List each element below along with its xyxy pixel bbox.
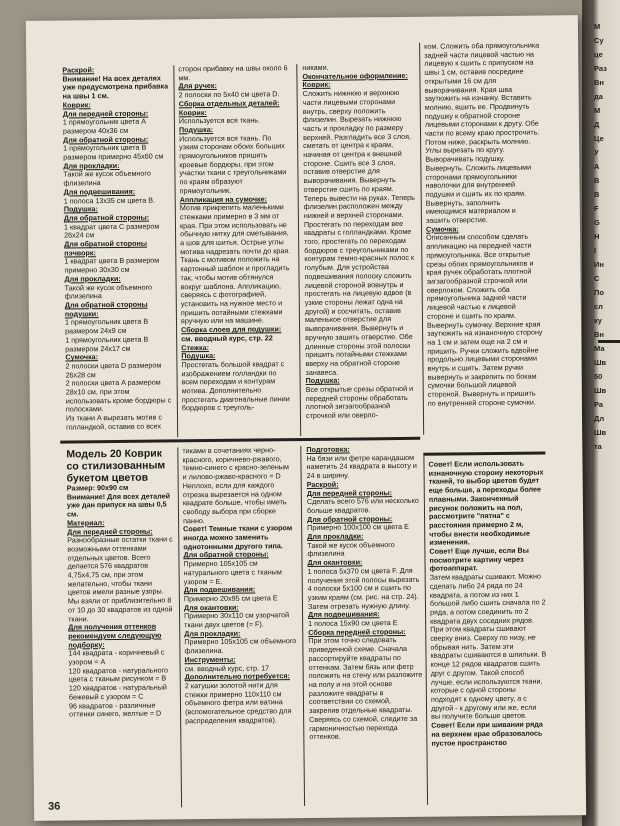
- section-heading: Подушка:: [181, 351, 216, 361]
- column-rule: [177, 447, 182, 807]
- section-heading: Коврик:: [302, 80, 331, 90]
- paragraph: Мотив прикрепить маленькими стежками примерно в 3 мм от края. При этом использовать не обычную нитку для сметывания, а шов для шитья. Острые углы мотива надрезать почти до края. Ткань с мотивом положить на картонный шаблон и прогладить так, чтобы мотив обтянулся вокруг шаблона. Аппликацию, сверяясь с фотографией, установить на нужное место и пришить потайными стежками вручную или на машине.: [179, 202, 291, 326]
- paragraph: Используется вся ткань.: [178, 115, 261, 126]
- next-page-fragment: Ма: [594, 344, 605, 353]
- paragraph: Простегать большой квадрат с изображением голландки по всем переходам и контурам мотива. Дополнительно простегать диагональные линии бордюров с треуголь-: [181, 359, 290, 413]
- next-page-fragment: ку: [594, 316, 602, 325]
- next-page-fragment: В: [594, 190, 600, 199]
- next-page-fragment: Д: [594, 120, 600, 129]
- paragraph: Совет! Если использовать изнаночную сторону некоторых тканей, то выбор цветов будет еще больше, а переходы более плавными. Законченный рисунок положить на пол, рассмотрите "пятна" с расстояния примерно 2 м, чтобы внести необходимые изменения.: [428, 458, 544, 548]
- section-heading: Для окантовки:: [183, 602, 239, 612]
- section-heading: Инструменты:: [184, 654, 236, 665]
- next-page-fragment: I: [594, 246, 597, 255]
- paragraph: Внимание! Для всех деталей уже дан припуск на швы 0,5 см.: [66, 491, 171, 519]
- paragraph: При этом точно следовать приведенной схеме. Сначала рассортируйте квадраты по оттенкам. Затем бязь или фетр положить на стену или разложите на полу и на этой основе разложите квадраты в соответствии со схемой, закрепив отдельные квадраты. Сверяясь со схемой, следите за гармоничностью перехода оттенков.: [308, 635, 423, 742]
- next-page-fragment: це: [594, 50, 603, 59]
- paragraph: Примерно 20x95 см цвета E: [183, 593, 278, 604]
- section-heading: Для прокладки:: [307, 531, 364, 542]
- section-heading: Стежка:: [181, 342, 210, 352]
- paragraph: Такой же кусок объемного флизелина: [307, 539, 395, 559]
- next-page-fragment: По: [594, 288, 604, 297]
- paragraph: Совет! Еще лучше, если Вы посмотрите картину через фотоаппарат.: [429, 545, 529, 574]
- paragraph: Примерно 105x105 см объемного флизелина.: [184, 636, 297, 656]
- section-heading: Раскрой:: [306, 479, 339, 489]
- section-heading: Для передней стороны:: [67, 526, 153, 537]
- next-page-fragment: Вн: [594, 78, 604, 87]
- next-page-fragment: М: [594, 106, 601, 115]
- next-page-fragment: Шв: [594, 386, 607, 395]
- section-heading: Сборка передней стороны:: [308, 626, 406, 637]
- paragraph: Неплохо, если для каждого отрезка вырезается на одном квадрате больше, чтобы иметь свободу выбора при сборке панно.: [182, 480, 287, 525]
- next-page-fragment: Вн: [594, 330, 604, 339]
- section-heading: Для обратной стороны:: [63, 134, 149, 145]
- section-heading: Подушка:: [178, 124, 214, 135]
- next-page-fragment: Раз: [594, 64, 607, 73]
- next-page-fragment: Ин: [594, 260, 604, 269]
- section-heading: Материал:: [67, 517, 105, 528]
- top-column-2: [178, 64, 294, 413]
- top-column-1: [62, 65, 174, 432]
- model-title: Модель 20 Коврик со стилизованным букетом цветов: [66, 447, 166, 485]
- section-heading: Для прокладки:: [64, 273, 121, 284]
- paragraph: На бязи или фетре карандашом наметить 24 квадрата в высоту и 24 в ширину.: [306, 452, 417, 481]
- section-heading: Коврик:: [62, 100, 91, 110]
- next-page-edge: [594, 20, 620, 820]
- next-page-fragment: G: [594, 218, 600, 227]
- paragraph: 120 квадратов - натурального цвета с тканым рисунком = B: [68, 665, 169, 684]
- paragraph: никами.: [302, 62, 329, 73]
- paragraph: Все открытые срезы обратной и передней стороны обработать плотной зигзагообразной строчкой или оверло-: [305, 383, 414, 421]
- section-heading: Для окантовки:: [307, 557, 363, 568]
- next-page-fragment: та: [594, 442, 602, 451]
- next-page-fragment: Н: [594, 232, 600, 241]
- paragraph: Внимание! На всех деталях уже предусмотрена прибавка на швы 1 см.: [62, 73, 169, 101]
- paragraph: Примерно 30x110 см узорчатой ткани двух цветов (= F).: [184, 610, 290, 630]
- paragraph: Такой же кусок объемного флизелина: [64, 282, 153, 301]
- paragraph: 1 квадрат цвета C размером 26x24 см: [63, 221, 160, 240]
- paragraph: сторон прибавку на швы около 6 мм.: [178, 63, 288, 83]
- paragraph: 1 прямоугольник цвета B размером 24x9 см: [64, 317, 149, 336]
- paragraph: 96 квадратов - различные оттенки синего, желтые = D: [68, 700, 162, 719]
- section-heading: Подготовка:: [306, 444, 350, 454]
- section-heading: Для получения оттенков рекомендуем следующую подборку:: [68, 621, 162, 650]
- paragraph: 1 полоса 13x35 см цвета B.: [63, 195, 156, 206]
- top-column-3: [302, 63, 420, 421]
- next-page-fragment: В: [594, 176, 600, 185]
- section-heading: Дополнительно потребуется:: [184, 671, 290, 682]
- column-rule: [296, 64, 301, 436]
- next-page-fragment: Це: [594, 134, 604, 143]
- bottom-column-2: [182, 446, 297, 726]
- column-rule: [300, 446, 305, 806]
- section-heading: Окончательное оформление:: [302, 70, 408, 81]
- column-rule: [419, 43, 424, 435]
- section-heading: Для обратной стороны:: [183, 549, 269, 560]
- section-heading: Для обратной стороны подушки:: [64, 299, 148, 319]
- next-page-fragment: Шв: [594, 358, 607, 367]
- next-page-fragment: 50: [594, 372, 603, 381]
- bottom-column-1-text: [67, 483, 177, 719]
- paragraph: 1 прямоугольник цвета B размером 24x17 см: [65, 334, 149, 354]
- section-heading: Для обратной стороны:: [307, 513, 393, 524]
- section-divider: [423, 451, 545, 455]
- paragraph: Сложить нижнюю и верхнюю части лицевыми сторонами внутрь, сверху положить флизелин. Вырезать нижнюю часть и прокладку по размеру верхней. Разгладить все 3 слоя, сметать от центра к краям, начиная от центра к внешней стороне. Сшить все 3 слоя, оставив отверстие для выворачивания. Вывернуть отверстие сшить по краям. Теперь вывести на руках. Теперь флизелин расположен между нижней и верхней сторонами. Простегать по переходам вее квадраты с голландками. Кроме того, простегать по переходам бордюров с треугольниками по контурам темно-красных полос к голубым. Для устройства подвешивания полоску сложить лицевой стороной вовнутрь и простегать на лицевую вдвое (в узкие стороны лежат одна на другой) и сосчитать, оставив маленькое отверстие для выворачивания. Вывернуть и вручную зашить отверстие. Обе длинные стороны этой полоски пришить потайными стежками вверху на обратной стороне занавеса.: [302, 88, 415, 377]
- section-heading: Для прокладки:: [184, 628, 241, 639]
- section-heading: Сборка отдельных деталей:: [178, 98, 280, 109]
- section-heading: Сумочка:: [425, 224, 459, 234]
- page-number: 36: [47, 800, 61, 813]
- section-heading: Для передней стороны:: [306, 487, 393, 498]
- paragraph: см. вводный курс, стр. 22: [181, 333, 273, 344]
- paragraph: Такой же кусок объемного флизелина: [63, 169, 151, 188]
- next-page-fragment: сл: [594, 302, 603, 311]
- paragraph: 1 квадрат цвета B размером примерно 30x30 см: [64, 255, 160, 275]
- next-page-fragment: М: [594, 22, 601, 31]
- section-heading: Для прокладки:: [63, 160, 120, 171]
- paragraph: 2 полоски цвета A размером 28x10 см, при этом использовать кроме бордюры с полосками.: [65, 377, 172, 414]
- paragraph: Примерно 100x100 см цвета E: [307, 522, 409, 533]
- next-page-fragment: С: [594, 274, 600, 283]
- section-heading: Подушка:: [63, 204, 98, 214]
- next-page-fragment: F: [594, 204, 599, 213]
- section-heading: Для ручек:: [178, 81, 217, 91]
- section-heading: Для подвешивания:: [183, 584, 256, 595]
- paragraph: 1 полоса 5x370 см цвета F. Для получения этой полосы вырезать 4 полоски 5x100 см и сшить по узким краям (см. рис. на стр. 24). Затем отрезать нужную длину.: [307, 565, 420, 611]
- paragraph: тиками в сочетаниях черно-красного, коричнево-ржавого, темно-синего с красно-зеленым и лилово-ржаво-красного = D: [182, 445, 290, 482]
- section-heading: Для обратной стороны пэчворк:: [64, 238, 148, 258]
- paragraph: Совет! Если при шивании ряда на верхнем крае образовалось пустое пространство: [431, 719, 543, 748]
- paragraph: Примерно 105x105 см натурального цвета с тканым узором = E.: [183, 558, 282, 586]
- paragraph: 1 прямоугольник цвета B размером примерно 45x60 см: [63, 142, 164, 162]
- section-heading: Сумочка:: [65, 352, 99, 362]
- paragraph: см. вводный курс, стр. 17: [184, 662, 270, 673]
- paragraph: 1 полоса 15x90 см цвета E: [308, 618, 398, 629]
- next-page-rule: [598, 340, 620, 343]
- section-heading: Раскрой:: [62, 65, 95, 75]
- section-heading: Подушка:: [305, 375, 340, 386]
- paragraph: Используется вся ткань. По узким сторонам обоих больших прямоугольников пришить кроевые бордюры, при этом участки ткани с треугольниками по краям образуют прямоугольник.: [179, 132, 287, 196]
- bottom-column-3: [306, 445, 423, 742]
- paragraph: 2 катушки золотой нити для стежки примерно 110x110 см объемного фетра или ватина (вспомогательное средство для распределения квадратов).: [184, 680, 292, 726]
- paragraph: 144 квадрата - коричневый с узором = A: [68, 647, 165, 667]
- next-page-fragment: Дл: [594, 414, 605, 423]
- paragraph: Размер: 90x90 см: [66, 482, 129, 493]
- bottom-column-4: [428, 460, 547, 748]
- paragraph: Разнообразные остатки ткани с возможными оттенками отдельных цветов. Всего делается 576 квадратов 4,75x4,75 см, при этом желательно, чтобы ткани цветов имели разные узоры. Мы взяли от приблизительно 8 от 10 до 30 квадратов из одной ткани.: [67, 534, 173, 624]
- paragraph: Совет! Темные ткани с узором иногда можно заменить однотонными другого типа.: [183, 523, 293, 552]
- next-page-fragment: Шв: [594, 428, 607, 437]
- next-page-fragment: Су: [594, 36, 604, 45]
- section-heading: Для обратной стороны:: [63, 212, 150, 223]
- bottom-column-1: [66, 447, 177, 719]
- paragraph: 2 полоски по 5x40 см цвета D.: [178, 89, 280, 100]
- magazine-page: [26, 15, 586, 821]
- next-page-fragment: А: [594, 162, 600, 171]
- section-heading: Сборка слоев для подушки:: [181, 324, 282, 335]
- column-rule: [423, 453, 428, 805]
- section-heading: Для подвешивания:: [63, 186, 136, 197]
- top-column-4: [424, 42, 544, 409]
- next-page-fragment: Ра: [594, 400, 604, 409]
- paragraph: Затем квадраты сшивают. Можно сделать либо 24 ряда по 24 квадрата, а потом из них 1 большой либо сшить сначала по 2 ряда, а потом соединить по 2 квадрата двух соседних рядов. При этом квадраты сшивают сверху вниз. Сверху по низу, не обрывая нить. Затем эти квадраты сшиваются в шпильки. В конце 12 рядов квадратов сшить друг с другом. Такой способ лучше, если используются ткани, которые с одной стороны подходят к одному цвету, а с другой - к другому или же, если вы получите больше цветов.: [429, 571, 547, 722]
- section-divider: [60, 437, 420, 444]
- section-heading: Аппликация на сумочке:: [179, 193, 268, 204]
- next-page-fragment: да: [594, 92, 603, 101]
- column-rule: [173, 65, 178, 437]
- paragraph: Из ткани A вырезать мотив с голландкой, оставив со всех: [65, 412, 162, 432]
- paragraph: ком. Сложить оба прямоугольника задней части лицевой частью на лицевую к сшить с припуском на швы 1 см, оставив посредине открытыми 16 см для выворачивания. Края шва заутюжить на изнанку. Вставить молнию, вшить ее. Продвинуть подушку к обратной стороне лицевыми сторонами к другу. Обе части по всему краю прострочить. Потом ниже, раскрыть молнию. Углы вырезать по кругу. Выворачивать подушку. Вывернуть. Сложить лицевыми сторонами прямоугольники наволочки для внутренней подушки и сшить их по краям. Вывернуть, заполнить имеющимся материалом и зашить отверстие.: [424, 40, 540, 225]
- next-page-fragment: У: [594, 148, 599, 157]
- paragraph: Описанным способом сделать аппликацию на передней части прямоугольника. Все открытые срезы обоих прямоугольников и края ручек обработать плотной зигзагообразной строчкой или оверлоком. Сложить оба прямоугольника задней части лицевой частью к лицевой стороне и сшить по краям. Вывернуть сумочку. Верхние края заутюжить на изнаночную сторону на 1 см и затем еще на 2 см и пришить. Ручки сложить вдвойне продольно лицевыми сторонами внутрь и сшить. Затем ручки вывернуть и закрепить по бокам сумочки большой лицевой стороной. Вывернуть и пришить по внутренней стороне сумочки.: [426, 232, 543, 408]
- section-heading: Коврик:: [178, 107, 207, 117]
- paragraph: 1 прямоугольник цвета A размером 40x36 см: [62, 116, 146, 136]
- paragraph: 120 квадратов - натуральный бежевый с узором = C: [68, 682, 167, 702]
- section-heading: Для подвешивания:: [308, 609, 380, 620]
- paragraph: Сделать всего 576 или несколько больше квадратов.: [306, 496, 419, 515]
- paragraph: 2 полоски цвета D размером 26x28 см: [65, 360, 162, 380]
- section-heading: Для передней стороны:: [62, 108, 149, 119]
